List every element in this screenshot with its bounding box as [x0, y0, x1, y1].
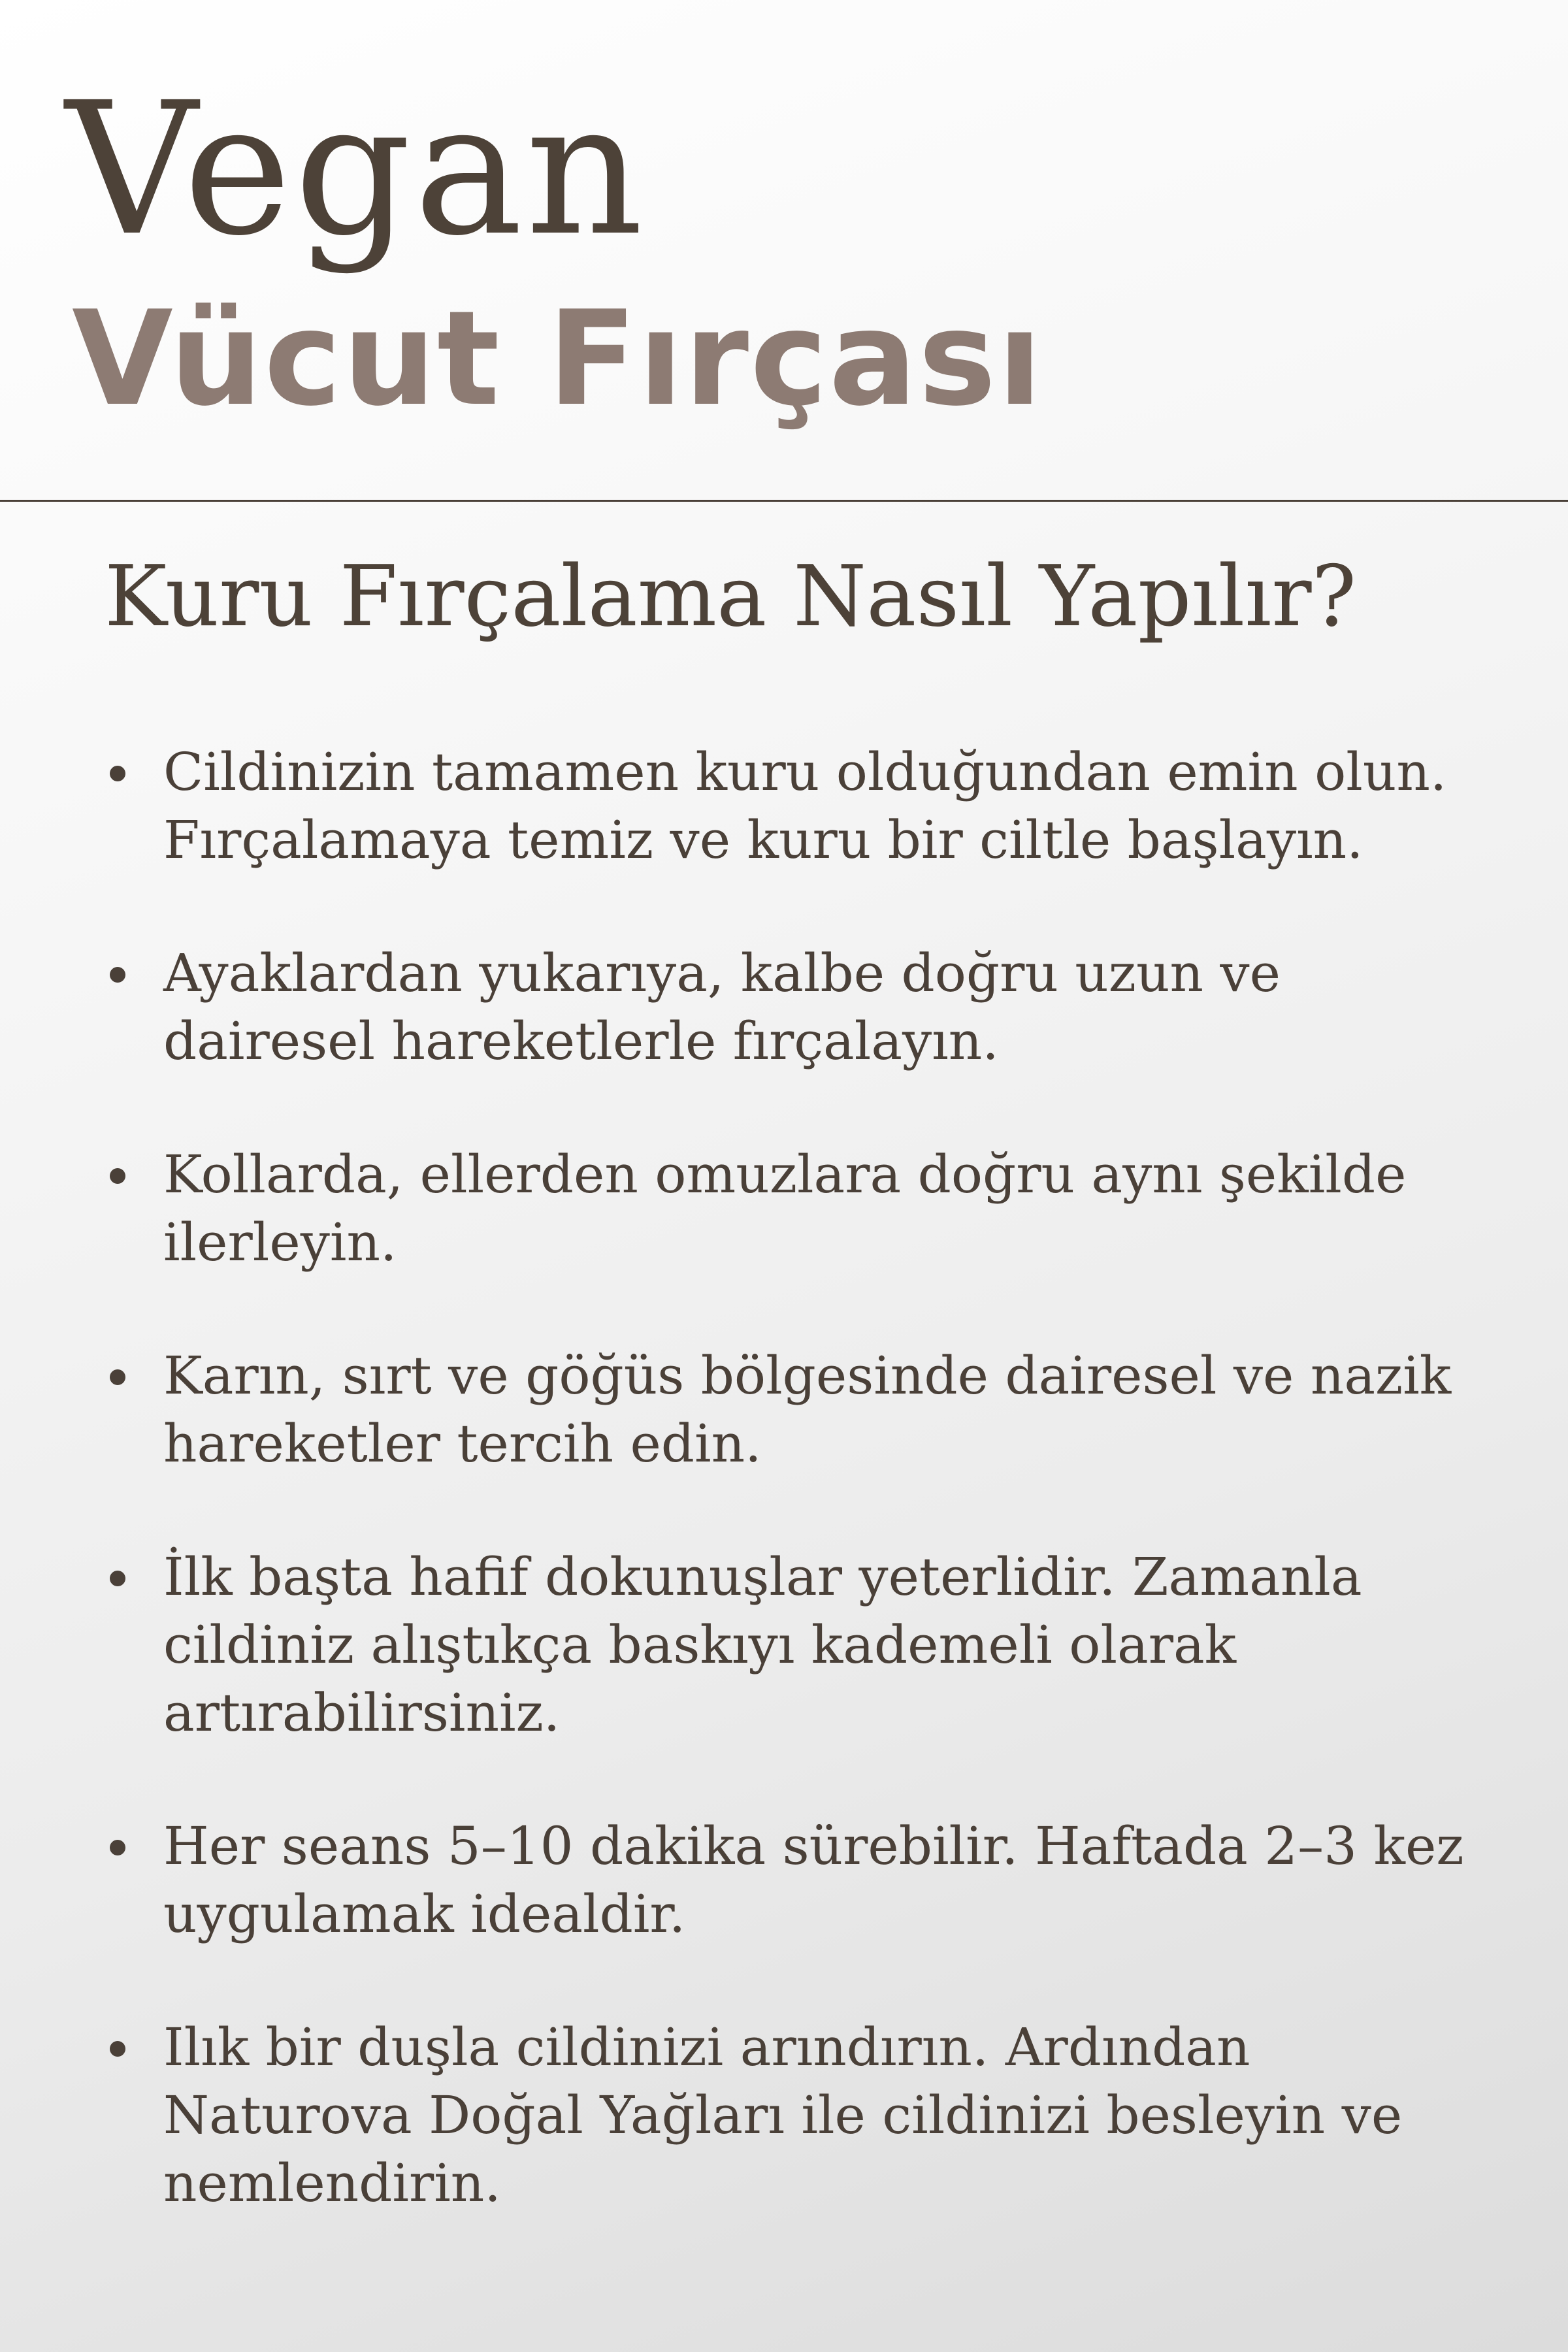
divider-line [0, 500, 1568, 502]
bullet-icon [110, 1369, 125, 1385]
bullet-icon [110, 967, 125, 983]
list-item [105, 939, 1490, 1075]
list-item [105, 1543, 1490, 1747]
list-item [105, 2014, 1490, 2217]
section-heading: Kuru Fırçalama Nasıl Yapılır? [105, 548, 1357, 645]
step-text: İlk başta hafif dokunuşlar yeterlidir. Zamanla cildiniz alıştıkça baskıyı kademeli olarak artırabilirsiniz. [163, 1546, 1362, 1743]
step-text: Ilık bir duşla cildinizi arındırın. Ardından Naturova Doğal Yağları ile cildinizi besleyin ve nemlendirin. [163, 2017, 1403, 2213]
bullet-icon [110, 1571, 125, 1586]
bullet-icon [110, 1168, 125, 1184]
step-text: Cildinizin tamamen kuru olduğundan emin olun. Fırçalamaya temiz ve kuru bir ciltle başlayın. [163, 742, 1447, 870]
bullet-icon [110, 766, 125, 781]
bullet-icon [110, 1840, 125, 1855]
list-item [105, 1342, 1490, 1478]
step-text: Karın, sırt ve göğüs bölgesinde dairesel ve nazik hareketler tercih edin. [163, 1345, 1452, 1474]
step-text: Ayaklardan yukarıya, kalbe doğru uzun ve dairesel hareketlerle fırçalayın. [163, 943, 1281, 1071]
list-item [105, 738, 1490, 874]
step-text: Her seans 5–10 dakika sürebilir. Haftada 2–3 kez uygulamak idealdir. [163, 1816, 1464, 1944]
title-body-brush: Vücut Fırçası [72, 283, 1044, 435]
title-vegan: Vegan [65, 63, 646, 276]
list-item [105, 1812, 1490, 1948]
steps-list [105, 738, 1490, 2283]
bullet-icon [110, 2041, 125, 2057]
list-item [105, 1141, 1490, 1277]
step-text: Kollarda, ellerden omuzlara doğru aynı şekilde ilerleyin. [163, 1144, 1407, 1273]
